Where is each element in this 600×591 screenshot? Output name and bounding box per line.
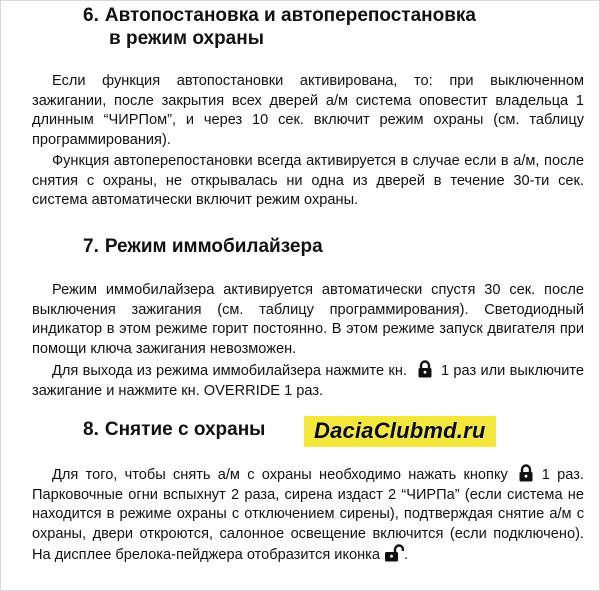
section-8-para-before: Для того, чтобы снять а/м с охраны необходимо нажать кнопку xyxy=(52,467,508,483)
section-7-title: Режим иммобилайзера xyxy=(104,236,323,257)
section-8-para-after: 1 раз. Парковочные огни вспыхнут 2 раза, сирена издаст 2 “ЧИРПа” (если система не находится в режиме охраны с отключением сирены), подтверждая снятие а/м с охраны, двери откроются, салонное освещение включится (если подключено). На дисплее брелока-пейджера отобразится иконка xyxy=(32,467,584,564)
section-6-title-line2: в режим охраны xyxy=(109,28,264,49)
section-6-heading-line2 xyxy=(109,28,264,50)
section-6-para2-text: Функция автоперепостановки всегда активируется в случае если в а/м, после снятия с охраны, не открывалась ни одна из дверей в течение 30-ти сек. система автоматически включит режим охраны. xyxy=(32,153,584,209)
lock-open-icon xyxy=(384,544,404,562)
section-8-number: 8. xyxy=(83,419,99,440)
section-7-paragraph-1 xyxy=(32,281,584,359)
watermark-logo: DaciaClubmd.ru xyxy=(304,416,496,447)
section-8-title: Снятие с охраны xyxy=(104,419,266,440)
section-8-paragraph xyxy=(32,464,584,566)
section-8-para-end: . xyxy=(404,547,409,564)
section-7-heading xyxy=(83,236,323,258)
section-7-para2-after: 1 раз или выключите зажигание и нажмите кн. OVERRIDE 1 раз. xyxy=(32,363,584,399)
section-7-paragraph-2 xyxy=(32,360,584,401)
section-7-number: 7. xyxy=(83,236,99,257)
section-6-paragraph-1 xyxy=(32,72,584,150)
section-6-paragraph-2 xyxy=(32,152,584,211)
section-6-heading xyxy=(83,5,476,27)
section-7-para1-text: Режим иммобилайзера активируется автоматически спустя 30 сек. после выключения зажигания (см. таблицу программирования). Светодиодный индикатор в этом режиме горит постоянно. В этом режиме запуск двигателя при помощи ключа зажигания невозможен. xyxy=(32,282,584,357)
section-8-heading xyxy=(83,419,265,441)
section-6-title-line1: Автопостановка и автоперепостановка xyxy=(104,5,476,26)
section-7-para2-before: Для выхода из режима иммобилайзера нажмите кн. xyxy=(52,363,407,379)
section-6-para1-text: Если функция автопостановки активирована, то: при выключенном зажигании, после закрытия всех дверей а/м система оповестит владельца 1 длинным “ЧИРПом”, и через 10 сек. включит режим охраны (см. таблицу программирования). xyxy=(32,73,584,148)
lock-closed-icon xyxy=(417,360,433,378)
section-6-number: 6. xyxy=(83,5,99,26)
lock-closed-icon xyxy=(518,464,534,482)
